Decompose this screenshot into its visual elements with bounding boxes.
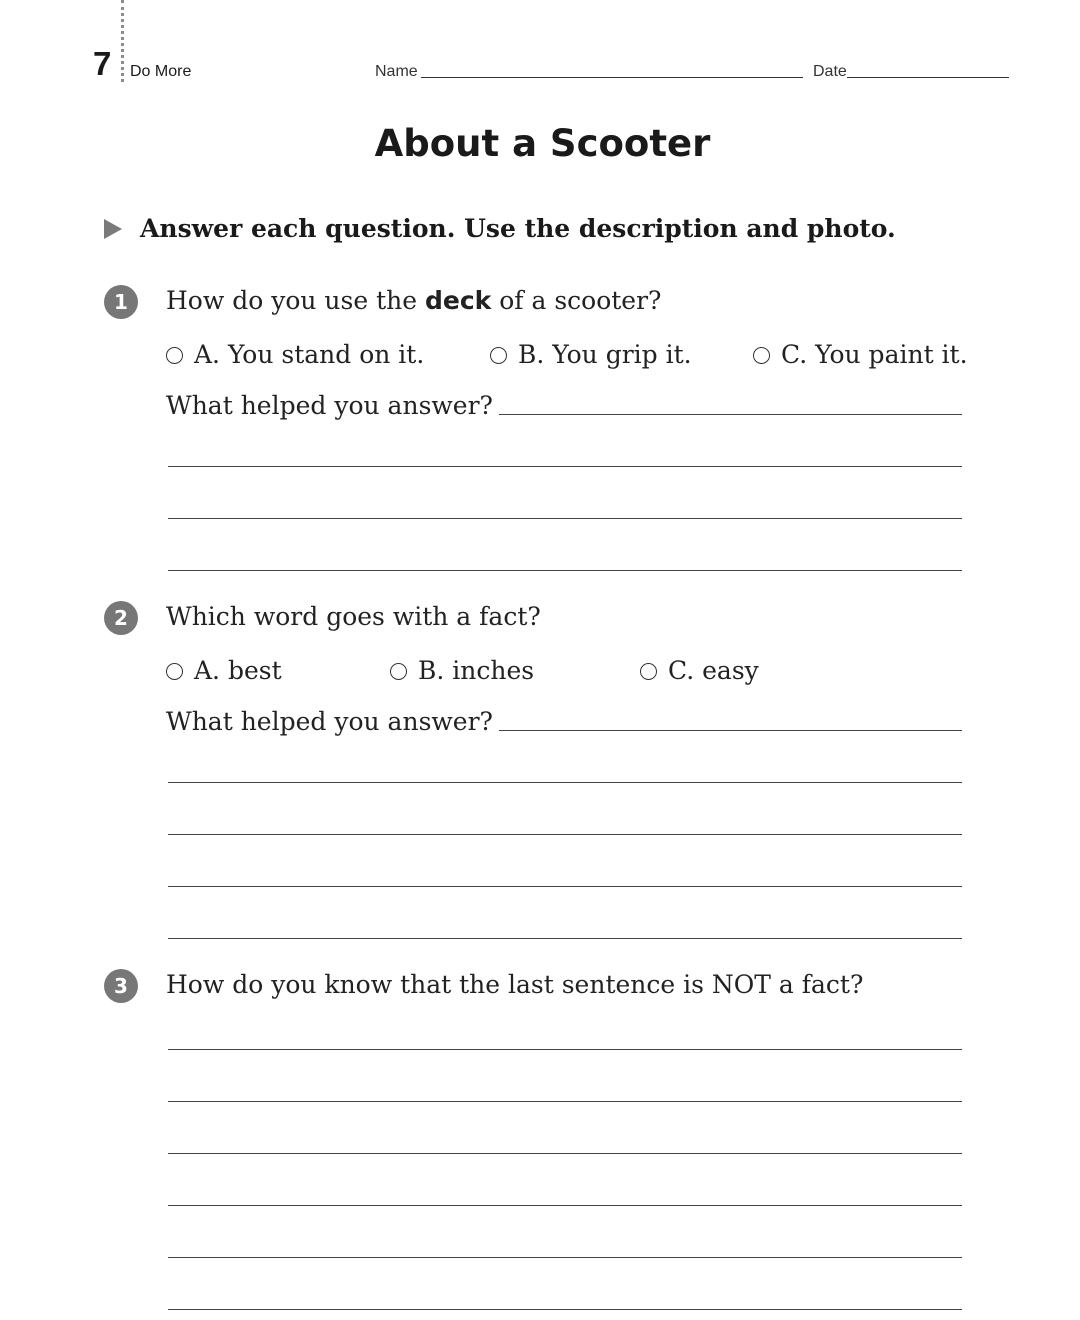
question-1-text: How do you use the deck of a scooter? [166, 286, 662, 315]
question-2-text: Which word goes with a fact? [166, 602, 541, 631]
date-label: Date [813, 63, 847, 80]
unit-number: 7 [93, 45, 112, 82]
bold-keyword: deck [424, 286, 492, 315]
section-label: Do More [130, 63, 192, 80]
answer-line[interactable] [168, 570, 962, 571]
q1-option-b[interactable]: B. You grip it. [490, 338, 692, 372]
answer-line[interactable] [168, 938, 962, 939]
answer-line[interactable] [168, 466, 962, 467]
answer-line[interactable] [168, 518, 962, 519]
instruction-text: Answer each question. Use the description and photo. [140, 214, 896, 243]
q2-option-a[interactable]: A. best [166, 654, 282, 688]
answer-line[interactable] [168, 1309, 962, 1310]
radio-circle-icon[interactable] [753, 347, 770, 364]
answer-line[interactable] [168, 1049, 962, 1050]
radio-circle-icon[interactable] [640, 663, 657, 680]
name-field[interactable] [421, 77, 803, 78]
answer-line[interactable] [168, 1205, 962, 1206]
answer-line[interactable] [168, 886, 962, 887]
answer-line[interactable] [168, 834, 962, 835]
question-3-text: How do you know that the last sentence is NOT a fact? [166, 970, 864, 999]
answer-line[interactable] [168, 1257, 962, 1258]
q2-option-b[interactable]: B. inches [390, 654, 534, 688]
question-number-badge: 2 [104, 601, 138, 635]
question-number-badge: 1 [104, 285, 138, 319]
radio-circle-icon[interactable] [166, 663, 183, 680]
dotted-divider [121, 0, 124, 82]
q2-helped-prompt: What helped you answer? [166, 707, 493, 736]
date-field[interactable] [847, 77, 1009, 78]
answer-line[interactable] [499, 414, 962, 415]
answer-line[interactable] [168, 1153, 962, 1154]
play-arrow-icon [104, 219, 122, 239]
q1-helped-prompt: What helped you answer? [166, 391, 493, 420]
answer-line[interactable] [499, 730, 962, 731]
q1-option-c[interactable]: C. You paint it. [753, 338, 968, 372]
radio-circle-icon[interactable] [166, 347, 183, 364]
answer-line[interactable] [168, 782, 962, 783]
answer-line[interactable] [168, 1101, 962, 1102]
page-title: About a Scooter [374, 122, 711, 165]
name-label: Name [375, 63, 418, 80]
radio-circle-icon[interactable] [390, 663, 407, 680]
question-number-badge: 3 [104, 969, 138, 1003]
radio-circle-icon[interactable] [490, 347, 507, 364]
q1-option-a[interactable]: A. You stand on it. [166, 338, 424, 372]
q2-option-c[interactable]: C. easy [640, 654, 759, 688]
